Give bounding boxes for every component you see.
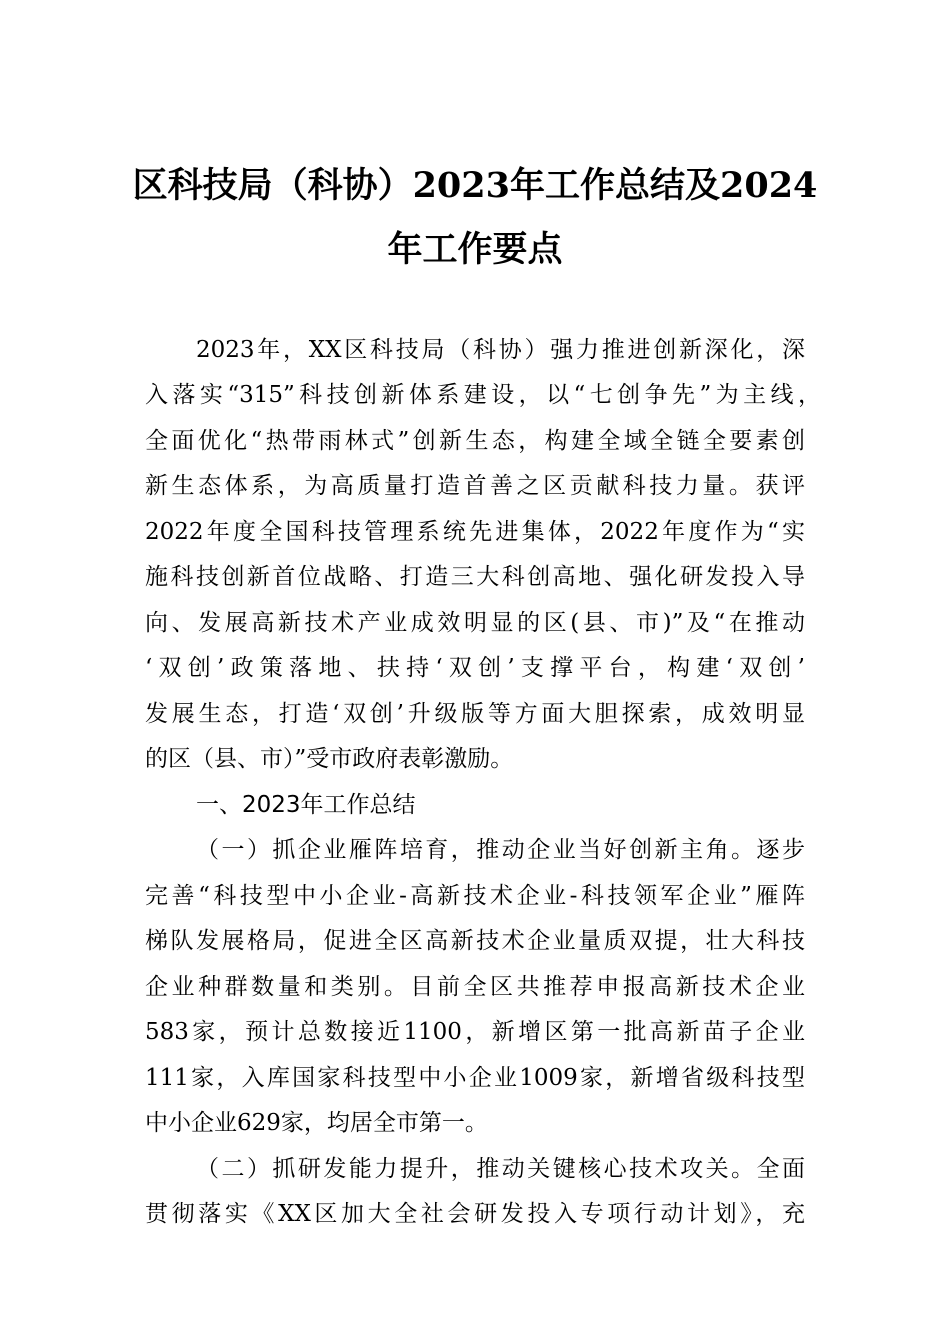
- paragraph-line: 完善“科技型中小企业-高新技术企业-科技领军企业”雁阵: [145, 883, 805, 909]
- intro-line: 施科技创新首位战略、打造三大科创高地、强化研发投入导: [145, 564, 805, 590]
- paragraph-line: 111家，入库国家科技型中小企业1009家，新增省级科技型: [145, 1065, 805, 1091]
- section-heading: 一、2023年工作总结: [196, 792, 416, 818]
- intro-line: 发展生态，打造‘双创’升级版等方面大胆探索，成效明显: [145, 701, 805, 727]
- paragraph-line: 企业种群数量和类别。目前全区共推荐申报高新技术企业: [145, 974, 805, 1000]
- paragraph-line: （一）抓企业雁阵培育，推动企业当好创新主角。逐步: [196, 837, 805, 863]
- paragraph-line: （二）抓研发能力提升，推动关键核心技术攻关。全面: [196, 1156, 805, 1182]
- intro-line: ‘双创’政策落地、扶持‘双创’支撑平台，构建‘双创’: [145, 655, 805, 681]
- intro-line: 的区（县、市）”受市政府表彰激励。: [145, 746, 514, 772]
- paragraph-line: 中小企业629家，均居全市第一。: [145, 1110, 488, 1136]
- intro-line: 向、发展高新技术产业成效明显的区(县、市)”及“在推动: [145, 610, 805, 636]
- paragraph-line: 583家，预计总数接近1100，新增区第一批高新苗子企业: [145, 1019, 805, 1045]
- intro-line: 2023年，XX区科技局（科协）强力推进创新深化，深: [196, 337, 805, 363]
- intro-line: 全面优化“热带雨林式”创新生态，构建全域全链全要素创: [145, 428, 805, 454]
- paragraph-line: 梯队发展格局，促进全区高新技术企业量质双提，壮大科技: [145, 928, 805, 954]
- paragraph-line: 贯彻落实《XX区加大全社会研发投入专项行动计划》，充: [145, 1201, 805, 1227]
- document-title-line-2: 年工作要点: [387, 229, 563, 270]
- document-title-line-1: 区科技局（科协）2023年工作总结及2024: [132, 165, 818, 206]
- intro-line: 入落实“315”科技创新体系建设，以“七创争先”为主线，: [145, 382, 821, 408]
- intro-line: 2022年度全国科技管理系统先进集体，2022年度作为“实: [145, 519, 805, 545]
- intro-line: 新生态体系，为高质量打造首善之区贡献科技力量。获评: [145, 473, 805, 499]
